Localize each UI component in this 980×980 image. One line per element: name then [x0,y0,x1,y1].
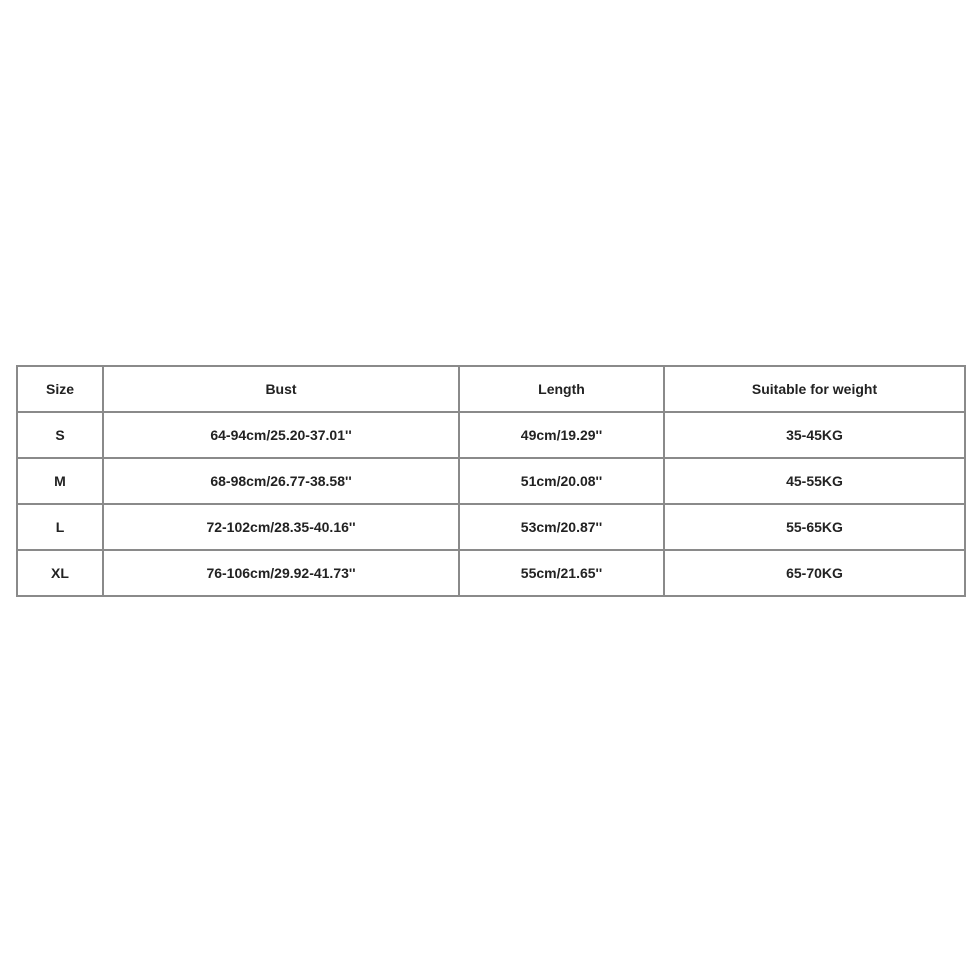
cell-bust: 68-98cm/26.77-38.58'' [103,458,459,504]
cell-length: 49cm/19.29'' [459,412,664,458]
cell-length: 55cm/21.65'' [459,550,664,596]
header-size: Size [17,366,103,412]
cell-weight: 35-45KG [664,412,965,458]
cell-bust: 76-106cm/29.92-41.73'' [103,550,459,596]
cell-weight: 65-70KG [664,550,965,596]
cell-size: M [17,458,103,504]
cell-length: 51cm/20.08'' [459,458,664,504]
table-row [17,550,965,596]
header-weight: Suitable for weight [664,366,965,412]
size-chart-header [17,366,965,412]
table-row [17,504,965,550]
cell-weight: 45-55KG [664,458,965,504]
table-row [17,412,965,458]
size-chart-body [17,412,965,596]
header-bust: Bust [103,366,459,412]
cell-bust: 72-102cm/28.35-40.16'' [103,504,459,550]
cell-bust: 64-94cm/25.20-37.01'' [103,412,459,458]
size-chart-table [16,365,966,597]
cell-size: XL [17,550,103,596]
cell-size: L [17,504,103,550]
header-length: Length [459,366,664,412]
cell-size: S [17,412,103,458]
cell-weight: 55-65KG [664,504,965,550]
cell-length: 53cm/20.87'' [459,504,664,550]
header-row [17,366,965,412]
table-row [17,458,965,504]
